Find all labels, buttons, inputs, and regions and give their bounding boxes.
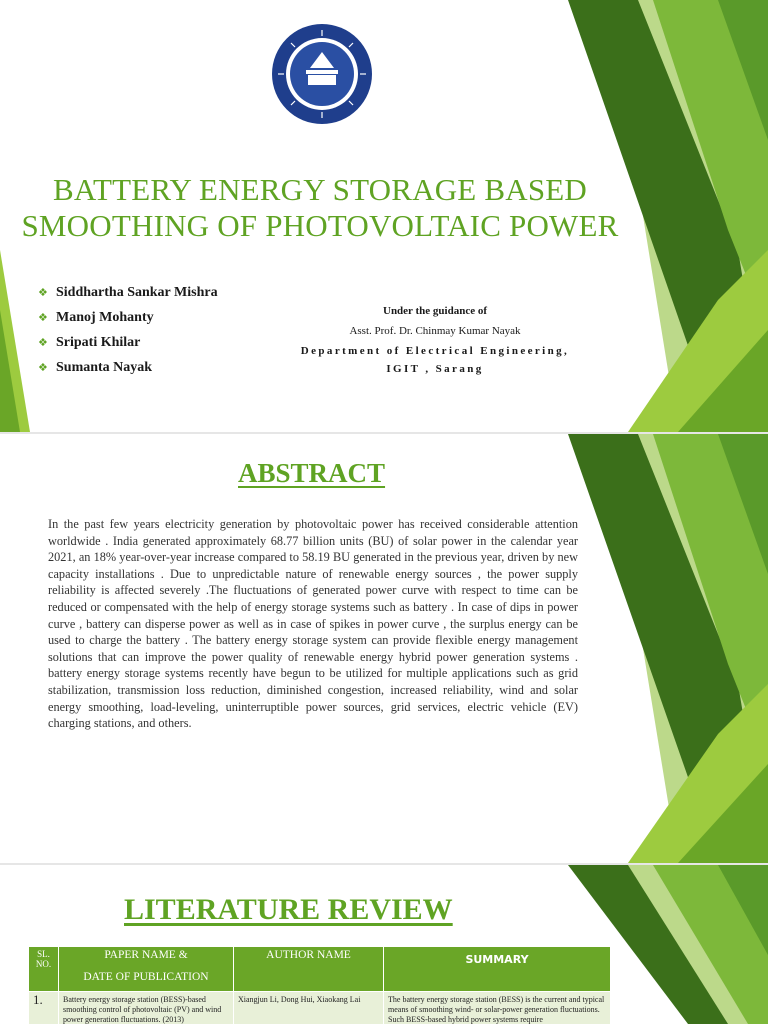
row-number: 1. <box>29 992 59 1024</box>
abstract-heading: ABSTRACT <box>238 458 386 488</box>
author-item <box>38 355 218 380</box>
table-header-row <box>29 947 611 992</box>
author-list <box>38 280 218 380</box>
institute-logo <box>270 22 374 126</box>
literature-slide <box>0 865 768 1024</box>
institute-name: IGIT , Sarang <box>386 363 484 375</box>
abstract-body: In the past few years electricity generation by photovoltaic power has received considerable attention worldwide . India generated approximately 68.77 billion units (BU) of solar power in the calendar year 2021, an 18% year-over-year increase compared to 58.19 BU generated in the previous year, driven by new capacity installations . Due to unpredictable nature of renewable energy sources , the power supply reliability is affected severely .The fluctuations of generated power curve with respect to time can be reduced or compensated with the help of energy storage systems such as battery . In case of dips in power curve , battery can disperse power as well as in case of spikes in power curve , the surplus energy can be used to charge the battery . The battery energy storage system can provide flexible energy management solutions that can improve the power quality of renewable energy hybrid power generation systems . battery energy storage systems recently have begun to be utilized for multiple applications such as grid stabilization, transmission loss reduction, diminished congestion, increased reliability, wind and solar energy smoothing, load-leveling, uninterruptible power sources, grid services, electric vehicle (EV) charging stations, and others. <box>48 517 578 731</box>
diamond-bullet-icon: ❖ <box>38 336 48 349</box>
header-text: DATE OF PUBLICATION <box>83 971 209 983</box>
header-author: AUTHOR NAME <box>234 947 384 992</box>
summary-cell: The battery energy storage station (BESS) is the current and typical means of smoothing wind- or solar-power generation fluctuations. Such BESS-based hybrid power systems require <box>384 992 611 1024</box>
header-text: PAPER NAME & <box>104 949 188 961</box>
header-summary: SUMMARY <box>384 947 611 992</box>
diamond-bullet-icon: ❖ <box>38 361 48 374</box>
author-name: Siddhartha Sankar Mishra <box>56 284 218 300</box>
department-name: Department of Electrical Engineering, <box>300 345 570 357</box>
author-cell: Xiangjun Li, Dong Hui, Xiaokang Lai <box>234 992 384 1024</box>
author-name: Manoj Mohanty <box>56 309 154 325</box>
green-decoration <box>568 434 768 863</box>
header-text: NO. <box>35 959 52 969</box>
table-row <box>29 992 611 1024</box>
title-line-1: BATTERY ENERGY STORAGE BASED <box>52 172 588 207</box>
header-sl-no <box>29 947 59 992</box>
author-name: Sripati Khilar <box>56 334 141 350</box>
author-item <box>38 280 218 305</box>
header-text: SL. <box>37 949 50 959</box>
guidance-block <box>280 305 590 375</box>
abstract-slide <box>0 434 768 863</box>
author-item <box>38 305 218 330</box>
author-item <box>38 330 218 355</box>
slide-title <box>10 172 630 244</box>
diamond-bullet-icon: ❖ <box>38 311 48 324</box>
literature-table <box>28 946 611 1024</box>
literature-heading: LITERATURE REVIEW <box>124 893 453 926</box>
title-slide <box>0 0 768 432</box>
title-line-2: SMOOTHING OF PHOTOVOLTAIC POWER <box>21 208 619 243</box>
author-name: Sumanta Nayak <box>56 359 153 375</box>
guidance-heading: Under the guidance of <box>383 305 487 317</box>
diamond-bullet-icon: ❖ <box>38 286 48 299</box>
guide-name: Asst. Prof. Dr. Chinmay Kumar Nayak <box>349 325 521 337</box>
paper-cell: Battery energy storage station (BESS)-based smoothing control of photovoltaic (PV) and wind power generation fluctuations. (2013) <box>59 992 234 1024</box>
header-paper <box>59 947 234 992</box>
left-green-accent <box>0 250 30 432</box>
